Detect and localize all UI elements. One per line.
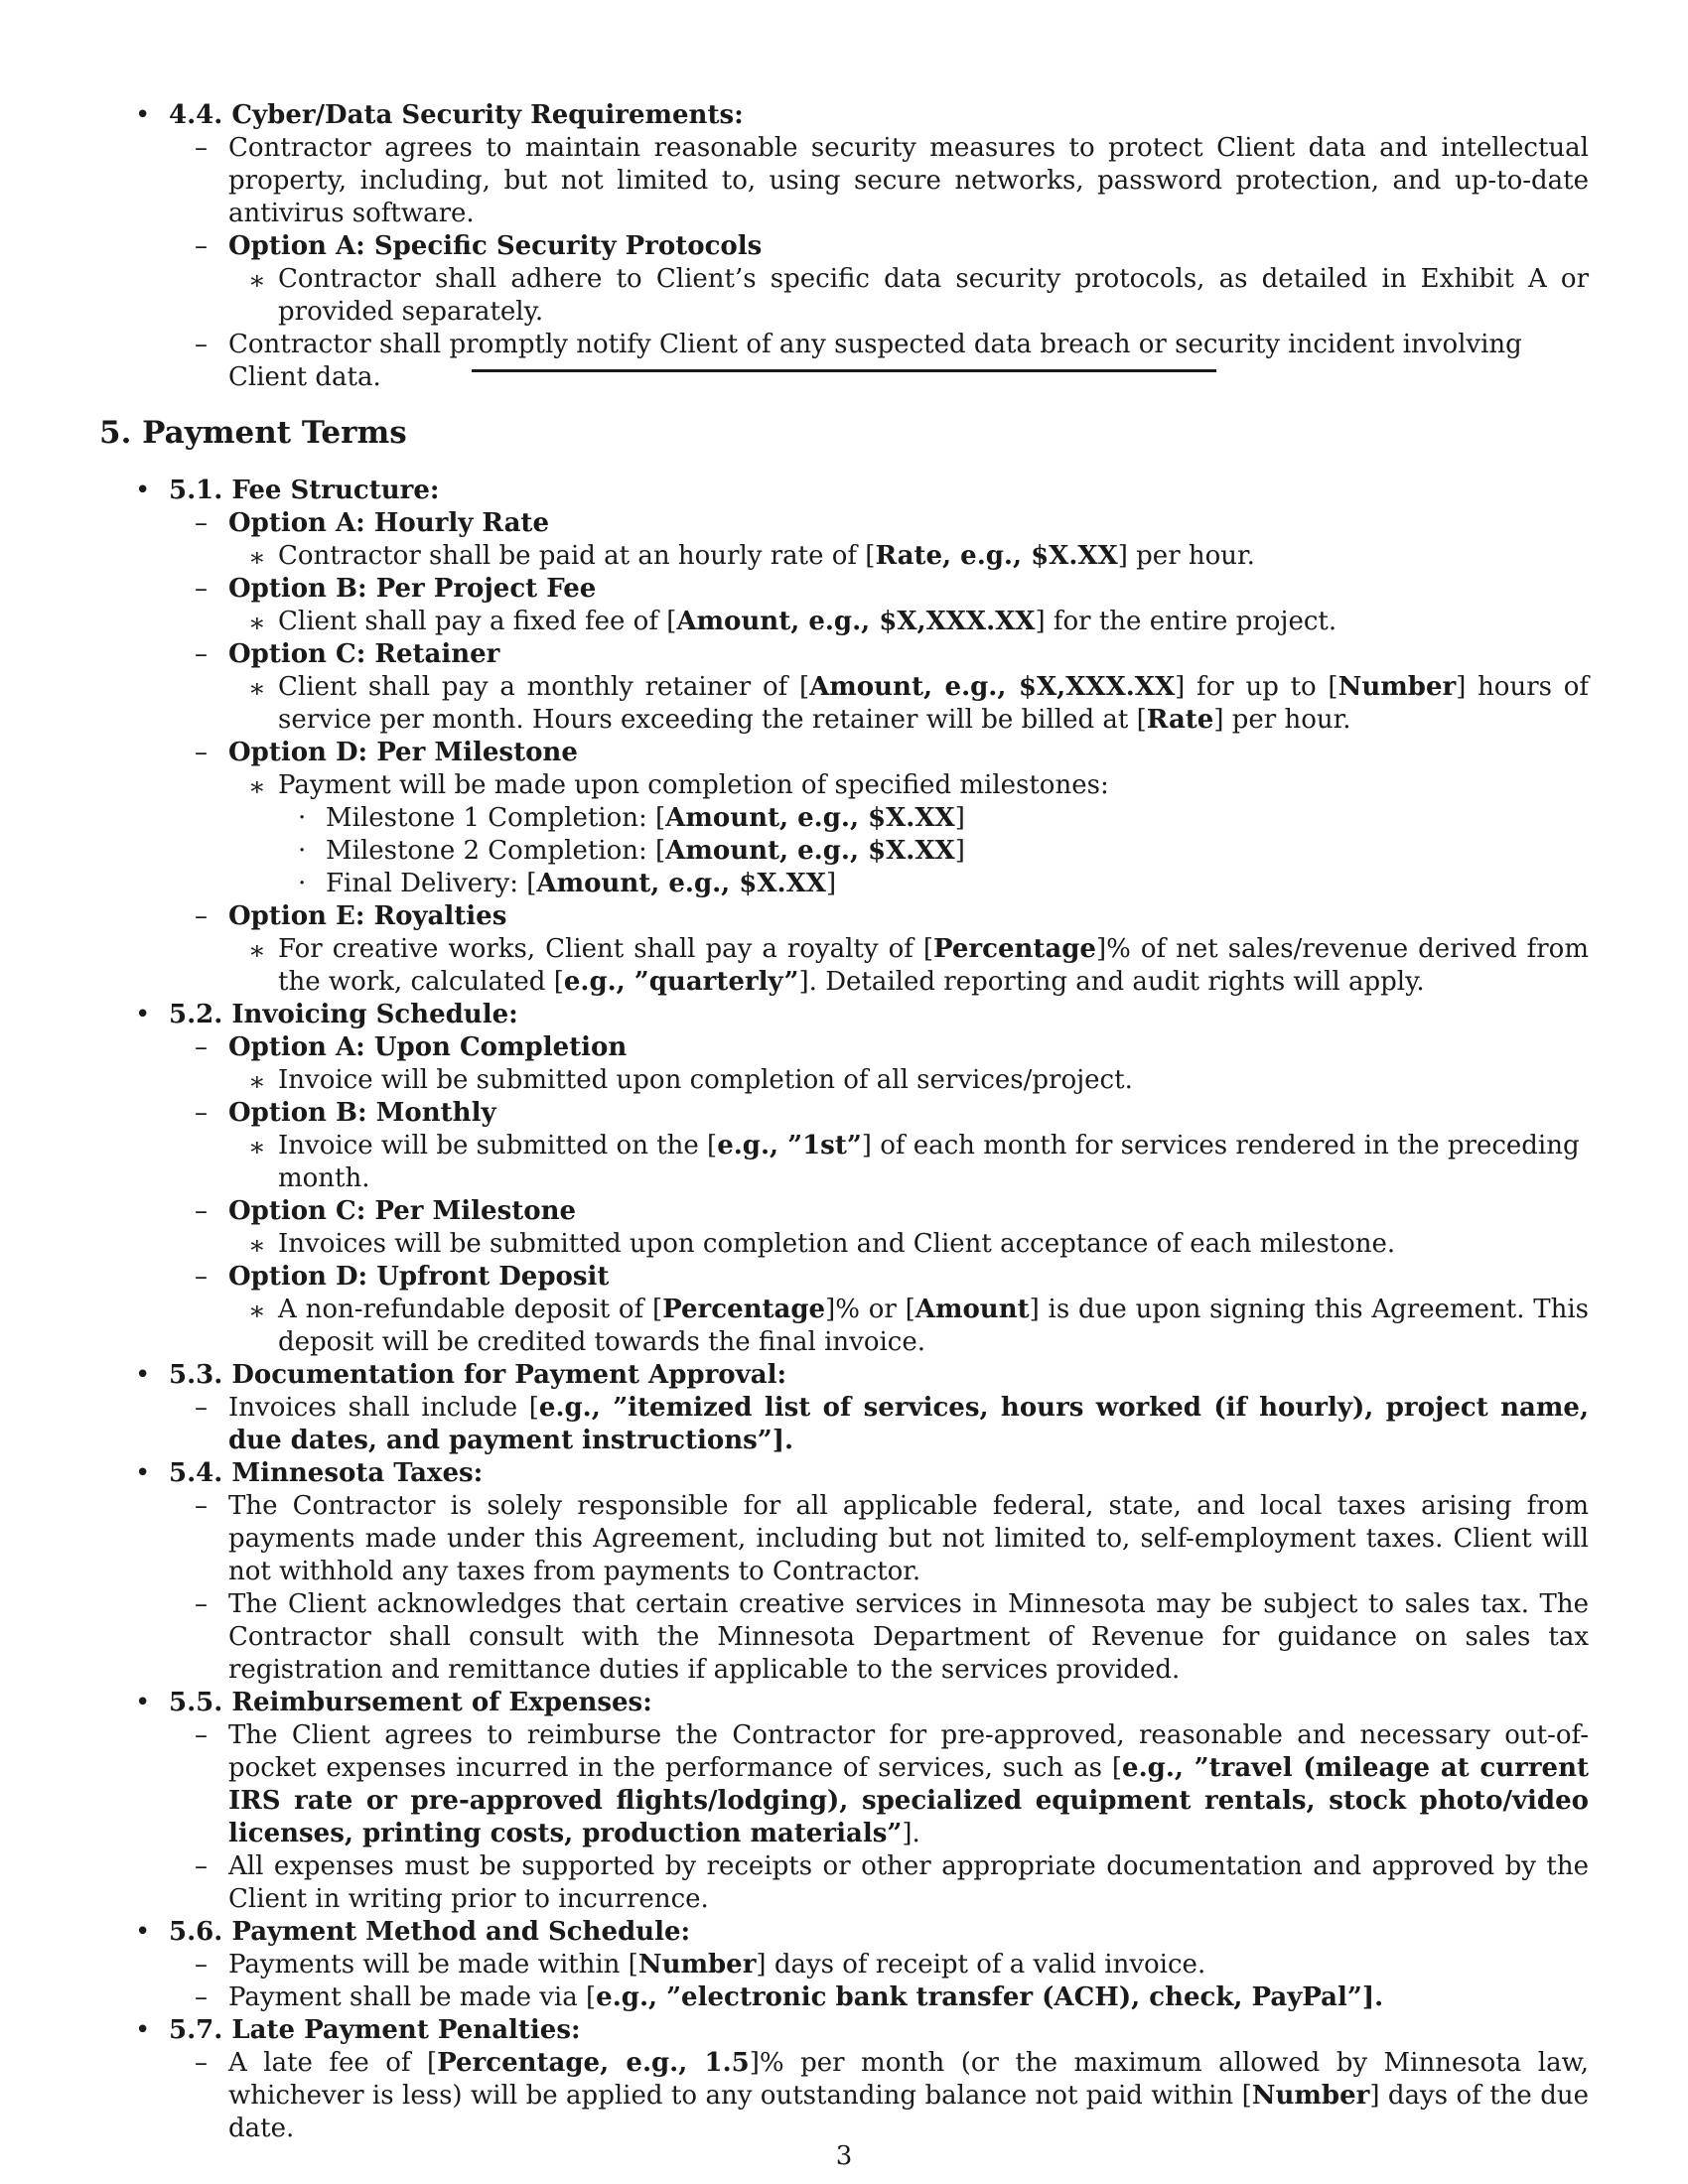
dash-marker: – [195, 133, 208, 163]
dot-marker: · [298, 803, 307, 833]
dash-marker: – [195, 1393, 208, 1423]
section-4-4-block [99, 99, 1589, 394]
placeholder-field: Amount, e.g., $X,XXX.XX [676, 607, 1036, 636]
dash-marker: – [195, 901, 208, 931]
dash-marker: – [195, 1589, 208, 1619]
milestone-item [99, 835, 1589, 868]
text: ] of each month for services rendered in the preceding month. [278, 1131, 1580, 1193]
milestone-item [99, 868, 1589, 900]
list-item [99, 999, 1589, 1031]
list-item [99, 1294, 1589, 1359]
text: Invoice will be submitted on the [ [278, 1131, 718, 1160]
text: ] [825, 869, 837, 898]
text: Invoices will be submitted upon completion and Client acceptance of each milestone. [278, 1229, 1396, 1259]
text: ]% of net sales/revenue derived from the work, calculated [ [278, 934, 1589, 997]
option-title: Option B: Monthly [228, 1098, 496, 1128]
text: ] [954, 836, 965, 866]
text: Payment shall be made via [ [228, 1982, 597, 2012]
text: A non-refundable deposit of [ [278, 1295, 663, 1324]
option-title: Option D: Upfront Deposit [228, 1262, 610, 1292]
placeholder-field: e.g., ”electronic bank transfer (ACH), check, PayPal” [596, 1982, 1362, 2012]
text: For creative works, Client shall pay a royalty of [ [278, 934, 934, 964]
subsection-title: 5.5. Reimbursement of Expenses: [169, 1688, 652, 1717]
placeholder-field: e.g., ”1st” [717, 1131, 862, 1160]
text: Milestone 1 Completion: [ [326, 803, 666, 833]
list-item [99, 573, 1589, 606]
text: Contractor shall be paid at an hourly rate of [ [278, 541, 876, 571]
list-item [99, 1850, 1589, 1916]
placeholder-field: Number [1337, 672, 1457, 702]
list-item [99, 1064, 1589, 1097]
dash-marker: – [195, 1982, 208, 2012]
section-title: 5. Payment Terms [99, 415, 407, 451]
text: Payments will be made within [ [228, 1950, 638, 1979]
placeholder-field: Percentage, e.g., 1.5 [437, 2048, 750, 2078]
placeholder-field: Percentage [933, 934, 1096, 964]
dash-marker: – [195, 2048, 208, 2078]
list-item [99, 1687, 1589, 1719]
paragraph: Contractor agrees to maintain reasonable security measures to protect Client data and intellectual property, including, but not limited to, using secure networks, password protection, and up-to-date antivirus software. [228, 133, 1589, 228]
text: A late fee of [ [228, 2048, 438, 2078]
text: ]. [1361, 1982, 1384, 2012]
list-item [99, 1097, 1589, 1130]
text: ] for the entire project. [1035, 607, 1337, 636]
subsection-title: 5.3. Documentation for Payment Approval: [169, 1360, 787, 1390]
list-item [99, 1130, 1589, 1195]
placeholder-field: Rate [1146, 705, 1214, 735]
list-item [99, 1031, 1589, 1064]
text: ] days of receipt of a valid invoice. [756, 1950, 1206, 1979]
list-item [99, 1195, 1589, 1228]
dash-marker: – [195, 639, 208, 669]
star-marker: ∗ [248, 772, 266, 802]
list-item [99, 132, 1589, 230]
paragraph: All expenses must be supported by receipts or other appropriate documentation and approved by the Client in writing prior to incurrence. [228, 1851, 1589, 1914]
page-number: 3 [835, 2141, 853, 2171]
text: ] for up to [ [1175, 672, 1338, 702]
paragraph: Contractor shall promptly notify Client of any suspected data breach or security incident involving Client data. [228, 330, 1522, 392]
list-item [99, 1916, 1589, 1949]
text: Milestone 2 Completion: [ [326, 836, 666, 866]
subsection-title: 5.4. Minnesota Taxes: [169, 1458, 484, 1488]
placeholder-field: e.g., ”itemized list of services, hours worked (if hourly), project name, due dates, and payment instructions” [228, 1393, 1589, 1455]
bullet-marker: • [135, 1917, 151, 1947]
milestone-item [99, 802, 1589, 835]
dot-marker: · [298, 836, 307, 866]
horizontal-divider [472, 369, 1216, 372]
dash-marker: – [195, 574, 208, 604]
bullet-marker: • [135, 1000, 151, 1029]
text: ] is due upon signing this Agreement. This deposit will be credited towards the final invoice. [278, 1295, 1590, 1357]
star-marker: ∗ [248, 609, 266, 638]
bullet-marker: • [135, 1360, 151, 1390]
star-marker: ∗ [248, 1297, 266, 1326]
placeholder-field: Amount, e.g., $X.XX [665, 836, 955, 866]
dash-marker: – [195, 508, 208, 538]
text: ] per hour. [1213, 705, 1351, 735]
list-item [99, 606, 1589, 638]
list-item [99, 2014, 1589, 2047]
dash-marker: – [195, 1720, 208, 1750]
text: ]. [772, 1426, 794, 1455]
star-marker: ∗ [248, 1133, 266, 1162]
list-item [99, 900, 1589, 933]
text: ] days of the due date. [228, 2081, 1589, 2143]
star-marker: ∗ [248, 543, 266, 573]
star-marker: ∗ [248, 936, 266, 966]
subsection-title: 4.4. Cyber/Data Security Requirements: [169, 100, 744, 130]
text: ] [954, 803, 965, 833]
text: Payment will be made upon completion of specified milestones: [278, 770, 1109, 800]
list-item [99, 1588, 1589, 1687]
placeholder-field: Number [1251, 2081, 1370, 2111]
text: Invoices shall include [ [228, 1393, 539, 1423]
list-item [99, 1949, 1589, 1981]
section-5-body [99, 475, 1589, 2145]
subsection-title: 5.6. Payment Method and Schedule: [169, 1917, 691, 1947]
placeholder-field: Percentage [662, 1295, 826, 1324]
list-item [99, 933, 1589, 999]
placeholder-field: Rate, e.g., $X.XX [875, 541, 1118, 571]
list-item [99, 475, 1589, 507]
text: Client shall pay a monthly retainer of [ [278, 672, 810, 702]
dash-marker: – [195, 1032, 208, 1062]
option-title: Option C: Per Milestone [228, 1196, 577, 1226]
option-title: Option D: Per Milestone [228, 738, 578, 767]
option-title: Option E: Royalties [228, 901, 507, 931]
dash-marker: – [195, 1196, 208, 1226]
text: The Client agrees to reimburse the Contractor for pre-approved, reasonable and necessary out-of-pocket expenses incurred in the performance of services, such as [ [228, 1720, 1589, 1783]
option-title: Option C: Retainer [228, 639, 500, 669]
list-item [99, 1719, 1589, 1850]
dash-marker: – [195, 738, 208, 767]
list-item [99, 540, 1589, 573]
option-title: Option A: Upon Completion [228, 1032, 628, 1062]
placeholder-field: Amount [914, 1295, 1030, 1324]
dash-marker: – [195, 231, 208, 261]
placeholder-field: Number [637, 1950, 757, 1979]
subsection-title: 5.7. Late Payment Penalties: [169, 2015, 581, 2045]
bullet-marker: • [135, 1688, 151, 1717]
paragraph: The Client acknowledges that certain creative services in Minnesota may be subject to sales tax. The Contractor shall consult with the Minnesota Department of Revenue for guidance on sales tax registration and remittance duties if applicable to the services provided. [228, 1589, 1589, 1685]
text: ]. [902, 1819, 920, 1848]
list-item [99, 263, 1589, 329]
subsection-title: 5.1. Fee Structure: [169, 476, 440, 505]
text: ] per hour. [1117, 541, 1255, 571]
bullet-marker: • [135, 100, 151, 130]
list-item [99, 671, 1589, 737]
placeholder-field: e.g., ”travel (mileage at current IRS rate or pre-approved flights/lodging), specialized equipment rentals, stock photo/video licenses, printing costs, production materials” [228, 1753, 1589, 1848]
list-item [99, 769, 1589, 802]
text: ]% or [ [825, 1295, 915, 1324]
list-item [99, 1359, 1589, 1392]
star-marker: ∗ [248, 674, 266, 704]
subsection-title: 5.2. Invoicing Schedule: [169, 1000, 518, 1029]
dash-marker: – [195, 1262, 208, 1292]
bullet-marker: • [135, 476, 151, 505]
placeholder-field: Amount, e.g., $X.XX [665, 803, 955, 833]
option-title: Option A: Specific Security Protocols [228, 231, 763, 261]
paragraph: The Contractor is solely responsible for all applicable federal, state, and local taxes arising from payments made under this Agreement, including but not limited to, self-employment taxes. Client will not withhold any taxes from payments to Contractor. [228, 1491, 1589, 1586]
list-item [99, 1261, 1589, 1294]
list-item [99, 638, 1589, 671]
dash-marker: – [195, 1098, 208, 1128]
star-marker: ∗ [248, 1231, 266, 1261]
text: Invoice will be submitted upon completion of all services/project. [278, 1065, 1133, 1095]
list-item [99, 230, 1589, 263]
star-marker: ∗ [248, 1067, 266, 1097]
list-item [99, 329, 1589, 394]
dot-marker: · [298, 869, 307, 898]
list-item [99, 1457, 1589, 1490]
dash-marker: – [195, 1950, 208, 1979]
star-marker: ∗ [248, 266, 266, 296]
list-item [99, 2047, 1589, 2145]
text: ]% per month (or the maximum allowed by Minnesota law, whichever is less) will be applied to any outstanding balance not paid within [ [228, 2048, 1589, 2111]
list-item [99, 99, 1589, 132]
option-title: Option B: Per Project Fee [228, 574, 597, 604]
list-item [99, 1981, 1589, 2014]
list-item [99, 507, 1589, 540]
option-title: Option A: Hourly Rate [228, 508, 549, 538]
placeholder-field: Amount, e.g., $X.XX [536, 869, 826, 898]
list-item [99, 1392, 1589, 1457]
text: Final Delivery: [ [326, 869, 537, 898]
dash-marker: – [195, 330, 208, 359]
text: ] hours of service per month. Hours exceeding the retainer will be billed at [ [278, 672, 1589, 735]
placeholder-field: Amount, e.g., $X,XXX.XX [809, 672, 1176, 702]
list-item [99, 1490, 1589, 1588]
text: Client shall pay a fixed fee of [ [278, 607, 677, 636]
dash-marker: – [195, 1491, 208, 1521]
dash-marker: – [195, 1851, 208, 1881]
paragraph: Contractor shall adhere to Client’s specific data security protocols, as detailed in Exhibit A or provided separately. [278, 264, 1589, 327]
bullet-marker: • [135, 2015, 151, 2045]
placeholder-field: e.g., ”quarterly” [563, 967, 799, 997]
list-item [99, 1228, 1589, 1261]
text: ]. Detailed reporting and audit rights will apply. [798, 967, 1425, 997]
list-item [99, 737, 1589, 769]
bullet-marker: • [135, 1458, 151, 1488]
